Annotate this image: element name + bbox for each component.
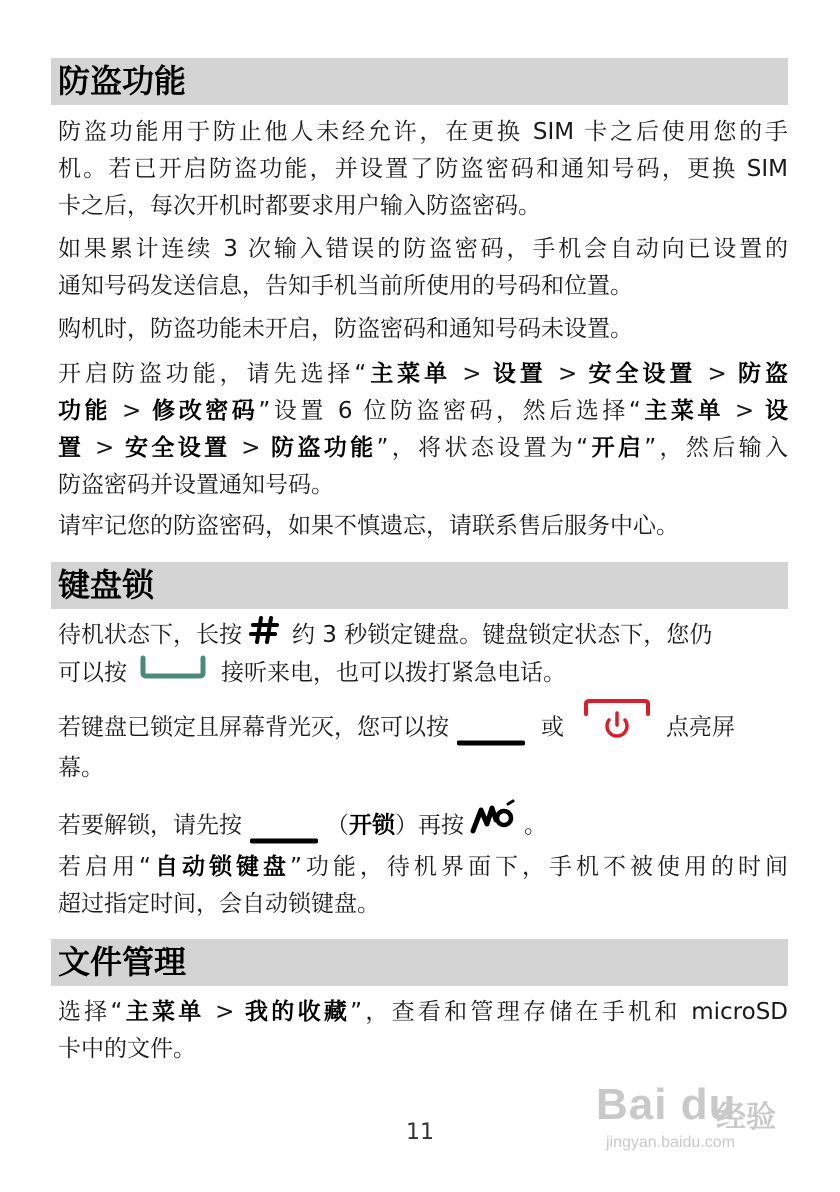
text: ”，查看和管理存储在手机和 microSD [350, 999, 789, 1025]
text-line [58, 393, 788, 430]
menu-path: 修改密码 [152, 398, 259, 424]
text-line [58, 849, 788, 886]
menu-path: 主菜单 [640, 398, 725, 424]
call-key-icon [139, 654, 207, 678]
setting-value: 开启 [588, 435, 645, 461]
paragraph [58, 114, 788, 225]
page-number: 11 [406, 1120, 434, 1145]
text: 待机状态下，长按 [58, 622, 242, 648]
text: ”，将状态设置为“ [376, 435, 589, 461]
text: 若启用“ [58, 854, 151, 880]
menu-path: 设置 [492, 361, 547, 387]
separator: > [111, 398, 153, 424]
star-key-icon [470, 798, 516, 838]
watermark-url: jingyan.baidu.com [606, 1134, 735, 1151]
separator: > [696, 361, 739, 387]
text-line: 如果累计连续 3 次输入错误的防盗密码，手机会自动向已设置的 [58, 236, 788, 262]
text: 可以按 [58, 660, 127, 686]
separator: > [204, 999, 246, 1025]
separator: > [451, 361, 493, 387]
separator: > [84, 435, 125, 461]
section-heading-file-manager: 文件管理 [51, 939, 788, 986]
menu-path: 安全设置 [124, 435, 231, 461]
separator: > [546, 361, 589, 387]
text-line [58, 706, 788, 750]
paragraph [58, 311, 788, 348]
softkey-icon [250, 821, 318, 831]
setting-name: 自动锁键盘 [150, 854, 290, 880]
separator: > [724, 398, 766, 424]
separator: > [230, 435, 272, 461]
menu-path: 置 [58, 435, 85, 461]
text: ”功能，待机界面下，手机不被使用的时间 [289, 854, 789, 880]
menu-path: 防盗功能 [271, 435, 377, 461]
baidu-jingyan-watermark [588, 1070, 788, 1165]
section-heading-anti-theft: 防盗功能 [51, 58, 788, 105]
text-line: 超过指定时间，会自动锁键盘。 [58, 891, 380, 917]
key-name: 开锁 [349, 812, 395, 839]
text-line: 通知号码发送信息，告知手机当前所使用的号码和位置。 [58, 273, 633, 299]
menu-path: 防盗 [738, 361, 788, 387]
text-line [58, 430, 788, 467]
text: （ [326, 812, 349, 839]
menu-path: 主菜单 [366, 361, 452, 387]
text: 若要解锁，请先按 [58, 812, 242, 839]
paragraph [58, 806, 788, 846]
text: 开启防盗功能，请先选择“ [58, 361, 367, 387]
paragraph [58, 849, 788, 923]
text-line: 购机时，防盗功能未开启，防盗密码和通知号码未设置。 [58, 316, 633, 342]
paragraph [58, 508, 788, 545]
text-line: 卡中的文件。 [58, 1036, 196, 1062]
text-line [58, 655, 788, 692]
watermark-brand: 经验 [716, 1101, 776, 1134]
menu-path: 我的收藏 [245, 999, 351, 1025]
power-key-icon [582, 698, 652, 742]
text: 。 [524, 812, 547, 839]
text-line: 防盗密码并设置通知号码。 [58, 472, 334, 498]
paragraph [58, 617, 788, 692]
section-heading-keypad-lock: 键盘锁 [51, 562, 788, 609]
text-line: 请牢记您的防盗密码，如果不慎遗忘，请联系售后服务中心。 [58, 513, 679, 539]
text: 若键盘已锁定且屏幕背光灭，您可以按 [58, 714, 449, 741]
paragraph [58, 994, 788, 1068]
paragraph [58, 231, 788, 305]
text-line: 卡之后，每次开机时都要求用户输入防盗密码。 [58, 193, 541, 219]
text-line [58, 617, 788, 654]
paragraph [58, 356, 788, 504]
text-line: 机。若已开启防盗功能，并设置了防盗密码和通知号码，更换 SIM [58, 156, 788, 182]
menu-path: 安全设置 [588, 361, 697, 387]
text: 点亮屏 [666, 714, 735, 741]
text-line [58, 994, 788, 1031]
text-line [58, 806, 788, 846]
text-line: 幕。 [58, 755, 104, 781]
text: ”设置 6 位防盗密码，然后选择“ [258, 398, 641, 424]
text-line: 防盗功能用于防止他人未经允许，在更换 SIM 卡之后使用您的手 [58, 119, 788, 145]
menu-path: 设 [765, 398, 789, 424]
text: ）再按 [395, 812, 464, 839]
paragraph [58, 706, 788, 787]
watermark-logo: Bai du [596, 1080, 737, 1129]
text: 约 3 秒锁定键盘。键盘锁定状态下，您仍 [292, 622, 713, 648]
text: 接听来电，也可以拨打紧急电话。 [221, 660, 566, 686]
menu-path: 功能 [58, 398, 112, 424]
softkey-icon [457, 723, 525, 733]
menu-path: 主菜单 [122, 999, 205, 1025]
text-line [58, 356, 788, 393]
hash-key-icon [248, 615, 282, 645]
text: 选择“ [58, 999, 123, 1025]
text: 或 [541, 714, 564, 741]
text: ”，然后输入 [644, 435, 788, 461]
